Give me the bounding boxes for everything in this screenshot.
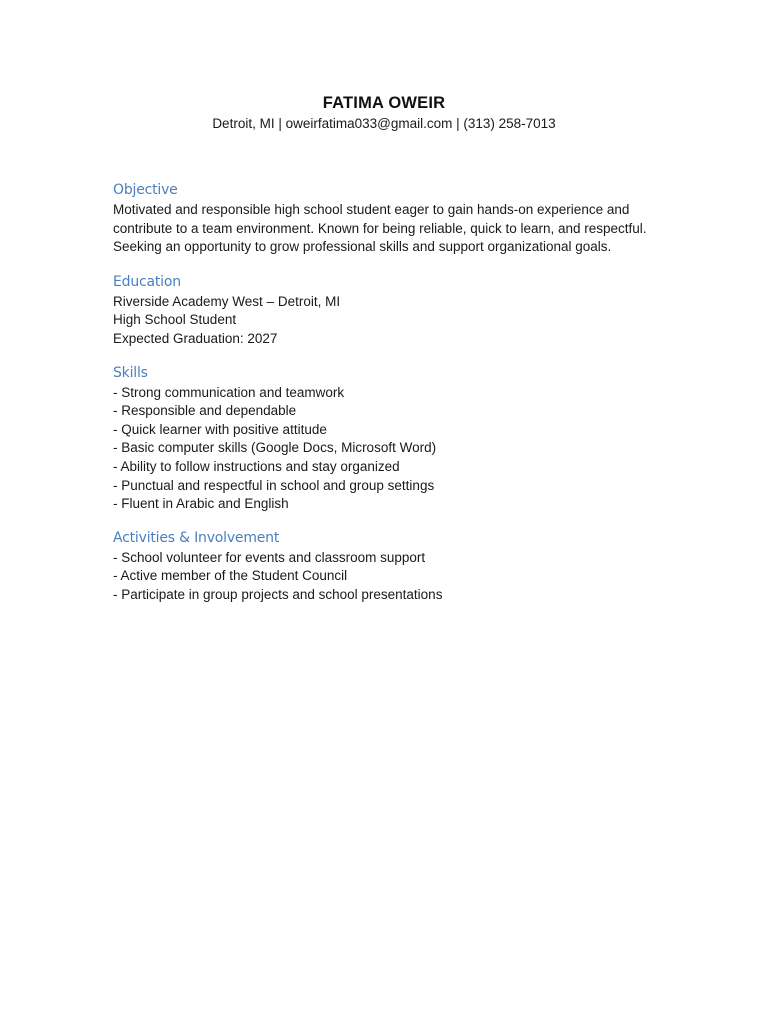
contact-line: Detroit, MI | oweirfatima033@gmail.com | (313) 258-7013 xyxy=(212,116,556,131)
activity-item: - Participate in group projects and school presentations xyxy=(113,586,443,602)
education-heading: Education xyxy=(113,273,181,290)
resume-body xyxy=(113,180,658,605)
skill-item: - Strong communication and teamwork xyxy=(113,384,345,400)
resume-header xyxy=(0,93,768,133)
skill-item: - Responsible and dependable xyxy=(113,403,297,419)
activity-item: - Active member of the Student Council xyxy=(113,568,348,584)
activity-item: - School volunteer for events and classroom support xyxy=(113,549,426,565)
skills-heading: Skills xyxy=(113,364,148,381)
skill-item: - Basic computer skills (Google Docs, Microsoft Word) xyxy=(113,440,437,456)
objective-section xyxy=(113,180,658,257)
education-section xyxy=(113,272,658,349)
activities-section xyxy=(113,528,658,605)
candidate-name: FATIMA OWEIR xyxy=(322,94,446,112)
skills-section xyxy=(113,363,658,514)
objective-text: Motivated and responsible high school student eager to gain hands-on experience and contribute to a team environment. Known for being reliable, quick to learn, and respectful. Seeking an opportunity to grow professional skills and support organizational goals. xyxy=(113,202,647,255)
skill-item: - Punctual and respectful in school and group settings xyxy=(113,477,435,493)
education-graduation: Expected Graduation: 2027 xyxy=(113,330,278,346)
activities-heading: Activities & Involvement xyxy=(113,529,280,546)
skill-item: - Ability to follow instructions and stay organized xyxy=(113,458,400,474)
skill-item: - Quick learner with positive attitude xyxy=(113,421,327,437)
skill-item: - Fluent in Arabic and English xyxy=(113,496,289,512)
education-status: High School Student xyxy=(113,312,237,328)
objective-heading: Objective xyxy=(113,182,178,198)
education-school: Riverside Academy West – Detroit, MI xyxy=(113,293,341,309)
